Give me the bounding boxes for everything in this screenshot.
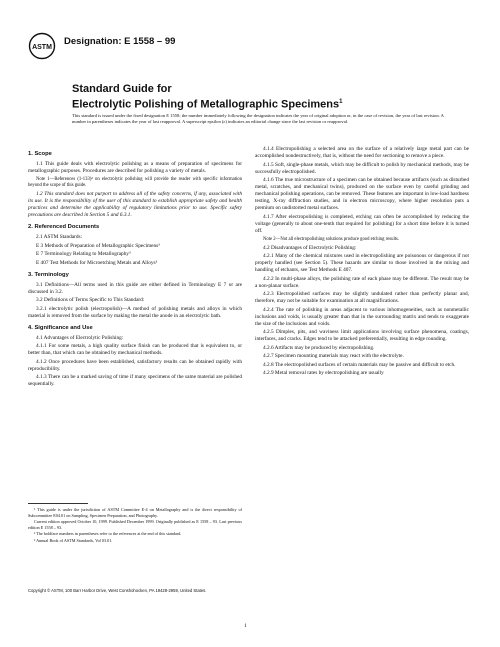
para-1-2-text: 1.2 This standard does not purport to address all of the safety concerns, if any, associated with its use. It is the responsibility of the user of this standard to establish appropriate safety and health practices and determine the applicability of regulatory limitations prior to use. Specific safety precautions are described in Section 5 and 6.3.1. — [28, 191, 242, 218]
svg-text:ASTM: ASTM — [32, 44, 52, 51]
section-heading-scope: 1. Scope — [28, 151, 52, 157]
para-4-1-2: 4.1.2 Once procedures have been established, satisfactory results can be obtained rapidly with reproducibility. — [28, 358, 242, 372]
para-3-1: 3.1 Definitions—All terms used in this guide are either defined in Terminology E 7 or are discussed in 3.2. — [28, 281, 242, 295]
para-4-1-5: 4.1.5 Soft, single-phase metals, which may be difficult to polish by mechanical methods, may be successfully electropolished. — [255, 161, 469, 175]
footnote-1-edition: Current edition approved October 10, 1999. Published December 1999. Originally published as E 1558 – 93. Last previous edition E 1558 – 93. — [28, 519, 242, 530]
section-heading-terminology: 3. Terminology — [28, 271, 69, 278]
designation: Designation: E 1558 – 99 — [64, 36, 176, 47]
page-number: 1 — [244, 623, 247, 629]
para-4-1: 4.1 Advantages of Electrolytic Polishing: — [36, 334, 124, 341]
reference-e407: E 407 Test Methods for Microetching Metals and Alloys³ — [36, 259, 158, 266]
para-4-2-6: 4.2.6 Artifacts may be produced by electropolishing. — [263, 344, 375, 351]
footnote-2: ² The boldface numbers in parentheses refer to the references at the end of this standard. — [34, 531, 182, 536]
para-4-2-4: 4.2.4 The rate of polishing in areas adjacent to various inhomogeneities, such as nonmetallic inclusions and voids, is usually greater than that in the surrounding matrix and tends to exaggerate the size of the inclusions and voids. — [255, 306, 469, 327]
right-column — [255, 146, 469, 379]
para-4-2-3: 4.2.3 Electropolished surfaces may be slightly undulated rather than perfectly planar and, therefore, may not be suitable for examination at all magnifications. — [255, 291, 469, 304]
para-4-2-2: 4.2.2 In multi-phase alloys, the polishing rate of each phase may be different. The result may be a non-planar surface. — [255, 275, 469, 289]
para-3-2: 3.2 Definitions of Terms Specific to This Standard: — [36, 297, 145, 303]
copyright-line: Copyright © ASTM, 100 Barr Harbor Drive, West Conshohocken, PA 19428-2959, United States. — [28, 588, 207, 593]
section-heading-significance: 4. Significance and Use — [28, 324, 93, 331]
para-4-2-8: 4.2.8 The electropolished surfaces of certain materials may be passive and difficult to etch. — [263, 361, 456, 368]
footnote-1: ¹ This guide is under the jurisdiction of ASTM Committee E-4 on Metallography and is the direct responsibility of Subcommittee E04.01 on Sampling, Specimen Preparation, and Photography. — [28, 507, 242, 518]
title-line-1: Standard Guide for — [72, 83, 172, 95]
footnote-divider — [28, 503, 88, 504]
para-4-1-7: 4.1.7 After electropolishing is completed, etching can often be accomplished by reducing the voltage (generally to about one-tenth that required for polishing) for a short time before it is turned off. — [255, 213, 469, 234]
issue-note: This standard is issued under the fixed designation E 1558; the number immediately following the designation indicates the year of original adoption or, in the case of revision, the year of last revision. A number in parentheses indicates the year of last reapproval. A superscript epsilon (ε) indicates an editorial change since the last revision or reapproval. — [72, 113, 444, 125]
astm-logo-icon — [28, 32, 56, 60]
reference-e3: E 3 Methods of Preparation of Metallographic Specimens³ — [36, 242, 160, 249]
para-4-2: 4.2 Disadvantages of Electrolytic Polishing: — [263, 244, 357, 251]
para-1-2 — [28, 191, 242, 219]
para-4-1-6: 4.1.6 The true microstructure of a specimen can be obtained because artifacts (such as disturbed metal, scratches, and mechanical twins), produced on the surface even by careful grinding and mechanical polishing operations, can be removed. These features are important in low-load hardness testing, X-ray diffraction studies, and in electron microscopy, where higher resolution puts a premium on undistorted metal surfaces. — [255, 177, 469, 211]
para-4-1-4: 4.1.4 Electropolishing a selected area on the surface of a relatively large metal part can be accomplished nondestructively, that is, without the need for sectioning to remove a piece. — [255, 146, 469, 159]
section-heading-referenced-documents: 2. Referenced Documents — [28, 224, 100, 230]
para-3-2-1: 3.2.1 electrolytic polish (electropolish)—A method of polishing metals and alloys in which material is removed from the surface by making the metal the anode in an electrolytic bath. — [28, 305, 242, 319]
note-2: Note 2—Not all electropolishing solutions produce good etching results. — [263, 236, 400, 242]
title-main: Electrolytic Polishing of Metallographic Specimens — [72, 98, 340, 111]
para-2-1: 2.1 ASTM Standards: — [36, 234, 83, 240]
para-4-1-1: 4.1.1 For some metals, a high quality surface finish can be produced that is equivalent to, or better than, that which can be obtained by mechanical methods. — [28, 343, 242, 356]
footnote-3: ³ Annual Book of ASTM Standards, Vol 03.01. — [34, 537, 113, 543]
left-column — [28, 146, 242, 390]
title-block — [72, 83, 452, 112]
reference-e7: E 7 Terminology Relating to Metallography³ — [36, 251, 131, 257]
para-4-2-5: 4.2.5 Dimples, pits, and waviness limit applications involving surface phenomena, coatings, interfaces, and cracks. Edges tend to be attacked preferentially, resulting in edge rounding. — [255, 329, 469, 342]
para-4-2-7: 4.2.7 Specimen mounting materials may react with the electrolyte. — [263, 353, 404, 359]
title-footnote-mark: 1 — [339, 99, 343, 105]
para-4-2-9: 4.2.9 Metal removal rates by electropolishing are usually — [263, 370, 384, 376]
para-4-2-1: 4.2.1 Many of the chemical mixtures used in electropolishing are poisonous or dangerous if not properly handled (see Section 5). These hazards are similar to those involved in the mixing and handling of etchants, see Test Methods E 407. — [255, 253, 469, 273]
title-line-2 — [72, 96, 452, 112]
note-1: Note 1—References (1-133)² on electrolytic polishing will provide the reader with specific information beyond the scope of this guide. — [28, 177, 242, 188]
footnotes — [28, 507, 242, 544]
para-4-1-3: 4.1.3 There can be a marked saving of time if many specimens of the same material are polished sequentially. — [28, 374, 242, 387]
para-1-1: 1.1 This guide deals with electrolytic polishing as a means of preparation of specimens for metallographic purposes. Procedures are described for polishing a variety of metals. — [28, 161, 242, 174]
